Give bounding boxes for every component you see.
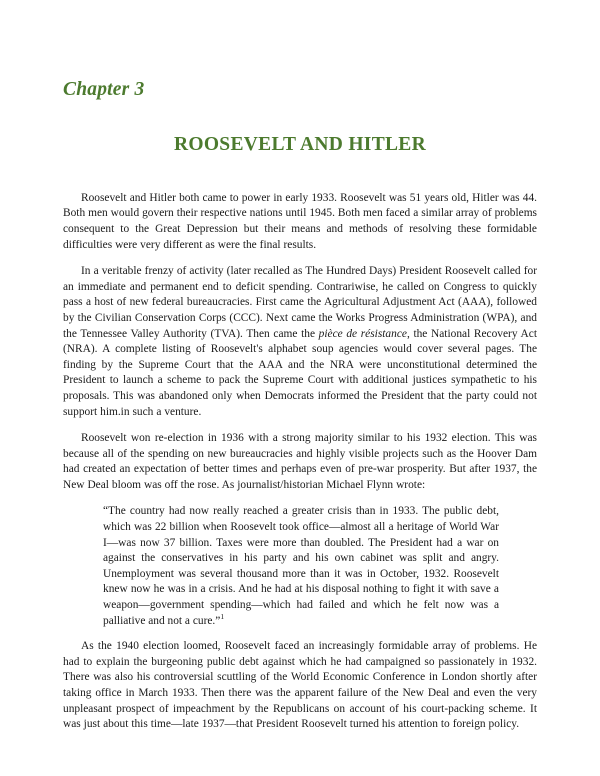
paragraph-2 (63, 264, 537, 420)
body-text (63, 157, 537, 733)
block-quote-text (103, 504, 499, 629)
paragraph-3: Roosevelt won re-election in 1936 with a strong majority similar to his 1932 election. This was because all of the spending on new bureaucracies and highly visible projects such as the Hoover Dam had created an expectation of better times and perhaps even of pre-war prosperity. But after 1937, the New Deal bloom was off the rose. As journalist/historian Michael Flynn wrote: (63, 432, 537, 491)
paragraph-2-italic-phrase: pièce de résistance (318, 327, 407, 340)
paragraph-2-part-a: In a veritable frenzy of activity (later recalled as The Hundred Days) President Roosevelt called for an immediate and permanent end to deficit spending. Contrariwise, he called on Congress to quickly pass a host of new federal bureaucracies. First came the Agricultural Adjustment Act (AAA), followed by the Civilian Conservation Corps (CCC). Next came the Works Progress Administration (WPA), and the Tennessee Valley Authority (TVA). Then came the (63, 265, 537, 340)
paragraph-2-part-b: , the National Recovery Act (NRA). A complete listing of Roosevelt's alphabet soup agencies would cover several pages. The finding by the Supreme Court that the AAA and the NRA were unconstitutional determined the President to launch a scheme to pack the Supreme Court with additional justices sympathetic to his proposals. This was abandoned only when Democrats informed the President that the party could not support him.in such a venture. (63, 327, 537, 418)
chapter-label: Chapter 3 (63, 79, 145, 100)
page-content (63, 0, 537, 733)
block-quote-body: “The country had now really reached a greater crisis than in 1933. The public debt, which was 22 billion when Roosevelt took office—almost all a heritage of World War I—was now 37 billion. Taxes were more than doubled. The President had a war on against the conservatives in his party and his own cabinet was split and angry. Unemployment was several thousand more than it was in October, 1932. Roosevelt knew now he was in a crisis. And he had at his disposal nothing to fight it with save a weapon—government spending—which had failed and which he felt now was a palliative and not a cure.” (103, 505, 499, 627)
paragraph-1: Roosevelt and Hitler both came to power in early 1933. Roosevelt was 51 years old, Hitler was 44. Both men would govern their respective nations until 1945. Both men faced a similar array of problems consequent to the Great Depression but their means and methods of resolving these formidable difficulties were very different as were the final results. (63, 191, 537, 251)
block-quote (103, 504, 499, 629)
footnote-marker: 1 (220, 611, 225, 621)
page-title: ROOSEVELT AND HITLER (173, 134, 426, 156)
paragraph-4: As the 1940 election loomed, Roosevelt faced an increasingly formidable array of problems. He had to explain the burgeoning public debt against which he had campaigned so passionately in 1932. There was also his controversial scuttling of the World Economic Conference in London shortly after taking office in March 1933. Then there was the apparent failure of the New Deal and even the very unpleasant prospect of impeachment by the Republicans on account of his court-packing scheme. It was just about this time—late 1937—that President Roosevelt turned his attention to foreign policy. (63, 640, 537, 731)
